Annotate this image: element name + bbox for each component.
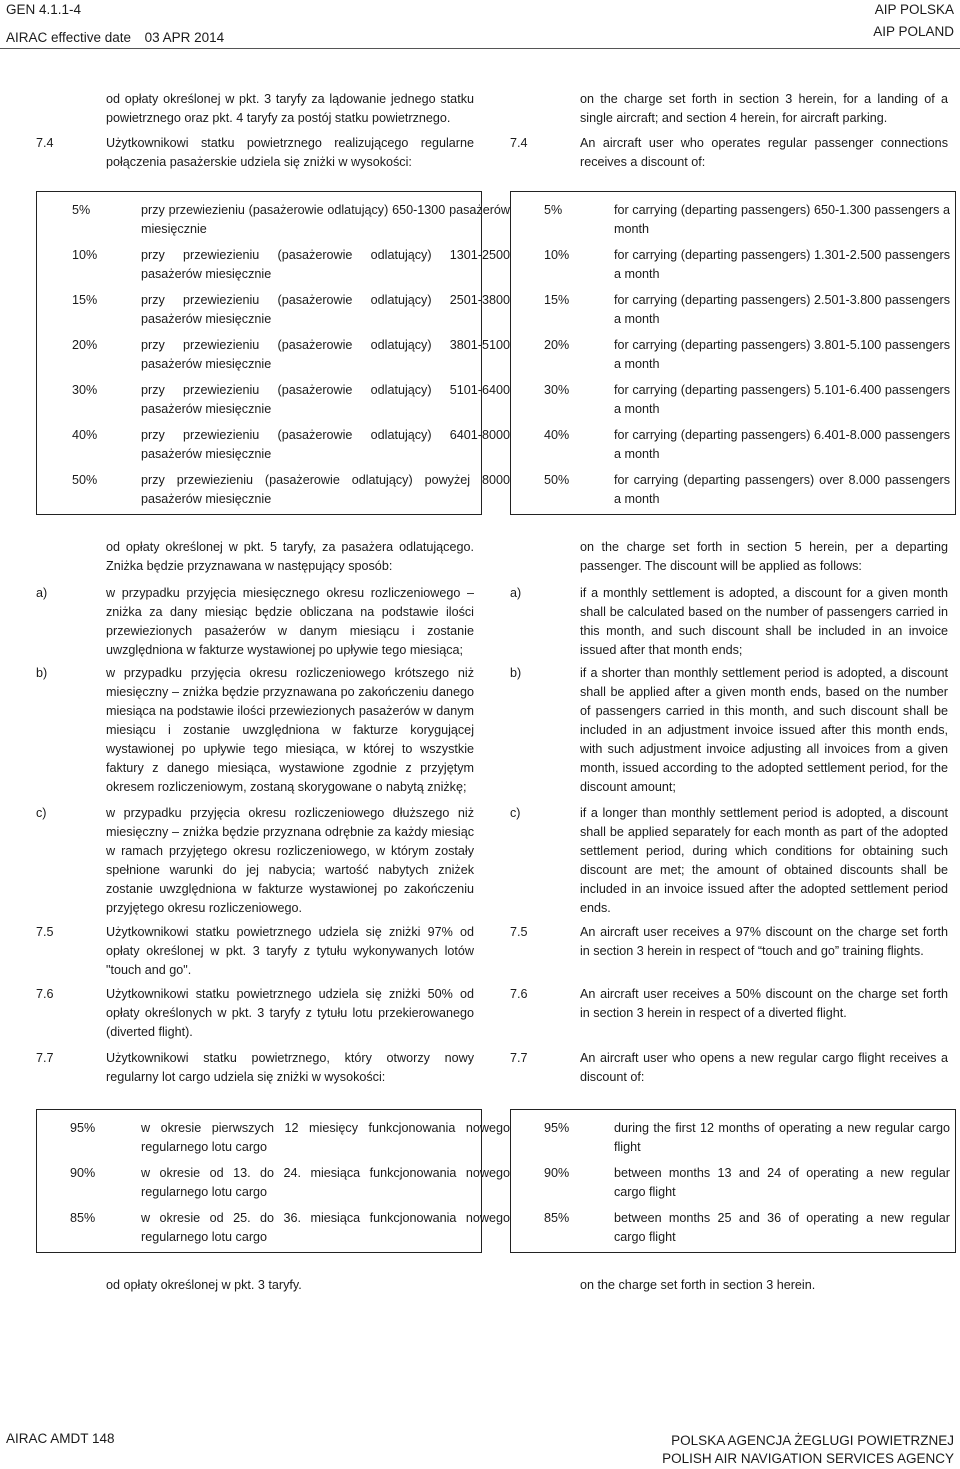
discount-percent: 85%	[544, 1211, 570, 1225]
discount-percent: 95%	[544, 1121, 570, 1135]
discount-condition: for carrying (departing passengers) 1.301-2.500 passengers a month	[614, 248, 950, 281]
pl-section-text: Użytkownikowi statku powietrznego realizującego regularne połączenia pasażerskie udziela się zniżki w wysokości:	[106, 136, 474, 169]
item-number: 7.5	[510, 925, 528, 939]
discount-condition: przy przewiezieniu (pasażerowie odlatujący) 6401-8000 pasażerów miesięcznie	[141, 428, 510, 461]
item-number: 7.5	[36, 925, 54, 939]
item-text: An aircraft user who opens a new regular cargo flight receives a discount of:	[580, 1051, 948, 1084]
discount-percent: 95%	[70, 1121, 96, 1135]
item-text: Użytkownikowi statku powietrznego udziela się zniżki 50% od opłaty określonych w pkt. 3 taryfy z tytułu lotu przekierowanego (diverted flight).	[106, 987, 474, 1039]
discount-percent: 20%	[544, 338, 570, 352]
discount-percent: 30%	[544, 383, 570, 397]
en-closing: on the charge set forth in section 3 herein.	[580, 1278, 816, 1292]
discount-condition: przy przewiezieniu (pasażerowie odlatujący) 3801-5100 pasażerów miesięcznie	[141, 338, 510, 371]
item-number: b)	[510, 666, 522, 680]
en-section-number: 7.4	[510, 136, 528, 150]
item-text: if a longer than monthly settlement period is adopted, a discount shall be applied separately for each month as part of the adopted settlement period, during which conditions for obtaining such discount are met; the amount of obtained discounts shall be included in an invoice issued after the adopted settlement period ends.	[580, 806, 948, 915]
item-number: a)	[510, 586, 522, 600]
airac-amendment: AIRAC AMDT 148	[6, 1431, 115, 1446]
discount-condition: for carrying (departing passengers) over 8.000 passengers a month	[614, 473, 950, 506]
discount-percent: 40%	[544, 428, 570, 442]
item-number: 7.6	[510, 987, 528, 1001]
item-number: c)	[510, 806, 521, 820]
discount-condition: przy przewiezieniu (pasażerowie odlatujący) 2501-3800 pasażerów miesięcznie	[141, 293, 510, 326]
discount-percent: 10%	[544, 248, 570, 262]
item-text: if a monthly settlement is adopted, a discount for a given month shall be calculated based on the number of passengers carried in this month, and such discount shall be included in an invoice issued after that month ends;	[580, 586, 948, 657]
discount-condition: przy przewiezieniu (pasażerowie odlatujący) 1301-2500 pasażerów miesięcznie	[141, 248, 510, 281]
discount-percent: 90%	[70, 1166, 96, 1180]
discount-condition: for carrying (departing passengers) 3.801-5.100 passengers a month	[614, 338, 950, 371]
item-text: if a shorter than monthly settlement period is adopted, a discount shall be applied after a given month ends, based on the number of passengers carried in this month, and such discount shall be included in an adjustment invoice issued after this month ends, with such adjustment invoice adjusting all invoices from a given month, issued according to the adopted settlement period, for the discount amount;	[580, 666, 948, 794]
item-number: 7.6	[36, 987, 54, 1001]
discount-percent: 40%	[72, 428, 98, 442]
discount-condition: w okresie od 25. do 36. miesiąca funkcjonowania nowego regularnego lotu cargo	[141, 1211, 510, 1244]
aip-poland: AIP POLAND	[873, 24, 954, 39]
discount-condition: przy przewiezieniu (pasażerowie odlatujący) 5101-6400 pasażerów miesięcznie	[141, 383, 510, 416]
item-number: 7.7	[510, 1051, 528, 1065]
item-text: w przypadku przyjęcia okresu rozliczeniowego dłuższego niż miesięczny – zniżka będzie przyznana odrębnie za każdy miesiąc w ramach przyjętego okresu rozliczeniowego, w którym zostały spełnione warunki do jej nabycia; wartość nabytych zniżek zostanie uwzględniona w fakturze wystawionej po zakończeniu przyjętego okresu rozliczeniowego.	[106, 806, 474, 915]
pl-intro-middle: od opłaty określonej w pkt. 5 taryfy, za pasażera odlatującego. Zniżka będzie przyznawana w następujący sposób:	[106, 540, 474, 573]
discount-percent: 50%	[72, 473, 98, 487]
org-name-en: POLISH AIR NAVIGATION SERVICES AGENCY	[662, 1451, 954, 1466]
discount-condition: between months 25 and 36 of operating a new regular cargo flight	[614, 1211, 950, 1244]
discount-condition: przy przewiezieniu (pasażerowie odlatujący) powyżej 8000 pasażerów miesięcznie	[141, 473, 510, 506]
header-rule	[0, 48, 960, 49]
discount-percent: 5%	[544, 203, 563, 217]
pl-intro-top: od opłaty określonej w pkt. 3 taryfy za lądowanie jednego statku powietrznego oraz pkt. 4 taryfy za postój statku powietrznego.	[106, 92, 474, 125]
discount-percent: 90%	[544, 1166, 570, 1180]
item-number: a)	[36, 586, 48, 600]
en-section-text: An aircraft user who operates regular passenger connections receives a discount of:	[580, 136, 948, 169]
org-name-pl: POLSKA AGENCJA ŻEGLUGI POWIETRZNEJ	[671, 1433, 954, 1448]
effective-date-line	[6, 28, 224, 47]
discount-condition: for carrying (departing passengers) 5.101-6.400 passengers a month	[614, 383, 950, 416]
discount-percent: 10%	[72, 248, 98, 262]
item-text: Użytkownikowi statku powietrznego, który otworzy nowy regularny lot cargo udziela się zniżki w wysokości:	[106, 1051, 474, 1084]
item-number: b)	[36, 666, 48, 680]
discount-condition: for carrying (departing passengers) 2.501-3.800 passengers a month	[614, 293, 950, 326]
item-text: Użytkownikowi statku powietrznego udziela się zniżki 97% od opłaty określonej w pkt. 3 taryfy z tytułu wykonywanych lotów "touch and go".	[106, 925, 474, 977]
discount-percent: 20%	[72, 338, 98, 352]
discount-condition: during the first 12 months of operating a new regular cargo flight	[614, 1121, 950, 1154]
discount-condition: for carrying (departing passengers) 650-1.300 passengers a month	[614, 203, 950, 236]
item-text: An aircraft user receives a 97% discount on the charge set forth in section 3 herein in respect of “touch and go” training flights.	[580, 925, 948, 958]
discount-percent: 50%	[544, 473, 570, 487]
discount-condition: w okresie od 13. do 24. miesiąca funkcjonowania nowego regularnego lotu cargo	[141, 1166, 510, 1199]
en-intro-top: on the charge set forth in section 3 herein, for a landing of a single aircraft; and section 4 herein, for aircraft parking.	[580, 92, 948, 125]
discount-condition: between months 13 and 24 of operating a new regular cargo flight	[614, 1166, 950, 1199]
aip-polska: AIP POLSKA	[874, 2, 954, 17]
item-text: An aircraft user receives a 50% discount on the charge set forth in section 3 herein in respect of a diverted flight.	[580, 987, 948, 1020]
discount-condition: for carrying (departing passengers) 6.401-8.000 passengers a month	[614, 428, 950, 461]
en-intro-middle: on the charge set forth in section 5 herein, per a departing passenger. The discount will be applied as follows:	[580, 540, 948, 573]
discount-percent: 15%	[72, 293, 98, 307]
pl-section-number: 7.4	[36, 136, 54, 150]
discount-percent: 85%	[70, 1211, 96, 1225]
effective-date-label: AIRAC effective date	[6, 30, 132, 45]
doc-ref: GEN 4.1.1-4	[6, 2, 82, 17]
effective-date: 03 APR 2014	[144, 30, 225, 45]
item-number: 7.7	[36, 1051, 54, 1065]
pl-closing: od opłaty określonej w pkt. 3 taryfy.	[106, 1278, 302, 1292]
discount-condition: przy przewiezieniu (pasażerowie odlatujący) 650-1300 pasażerów miesięcznie	[141, 203, 510, 236]
item-text: w przypadku przyjęcia miesięcznego okresu rozliczeniowego – zniżka za dany miesiąc będzie obliczana na podstawie ilości przewiezionych pasażerów w danym miesiącu i zostanie uwzględniona w fakturze wystawionej po upływie tego miesiąca;	[106, 586, 474, 657]
discount-percent: 15%	[544, 293, 570, 307]
item-text: w przypadku przyjęcia okresu rozliczeniowego krótszego niż miesięczny – zniżka będzie przyznawana po zakończeniu danego miesiąca na podstawie ilości przewiezionych pasażerów w danym miesiącu i zostanie uwzględniona w fakturze korygującej wystawionej po upływie tego miesiąca, w której to wszystkie faktury z danego miesiąca, wystawione zgodnie z przyjętym okresem rozliczeniowym, zostaną skorygowane o nabytą zniżkę;	[106, 666, 474, 794]
discount-percent: 30%	[72, 383, 98, 397]
discount-percent: 5%	[72, 203, 91, 217]
discount-condition: w okresie pierwszych 12 miesięcy funkcjonowania nowego regularnego lotu cargo	[141, 1121, 510, 1154]
item-number: c)	[36, 806, 47, 820]
